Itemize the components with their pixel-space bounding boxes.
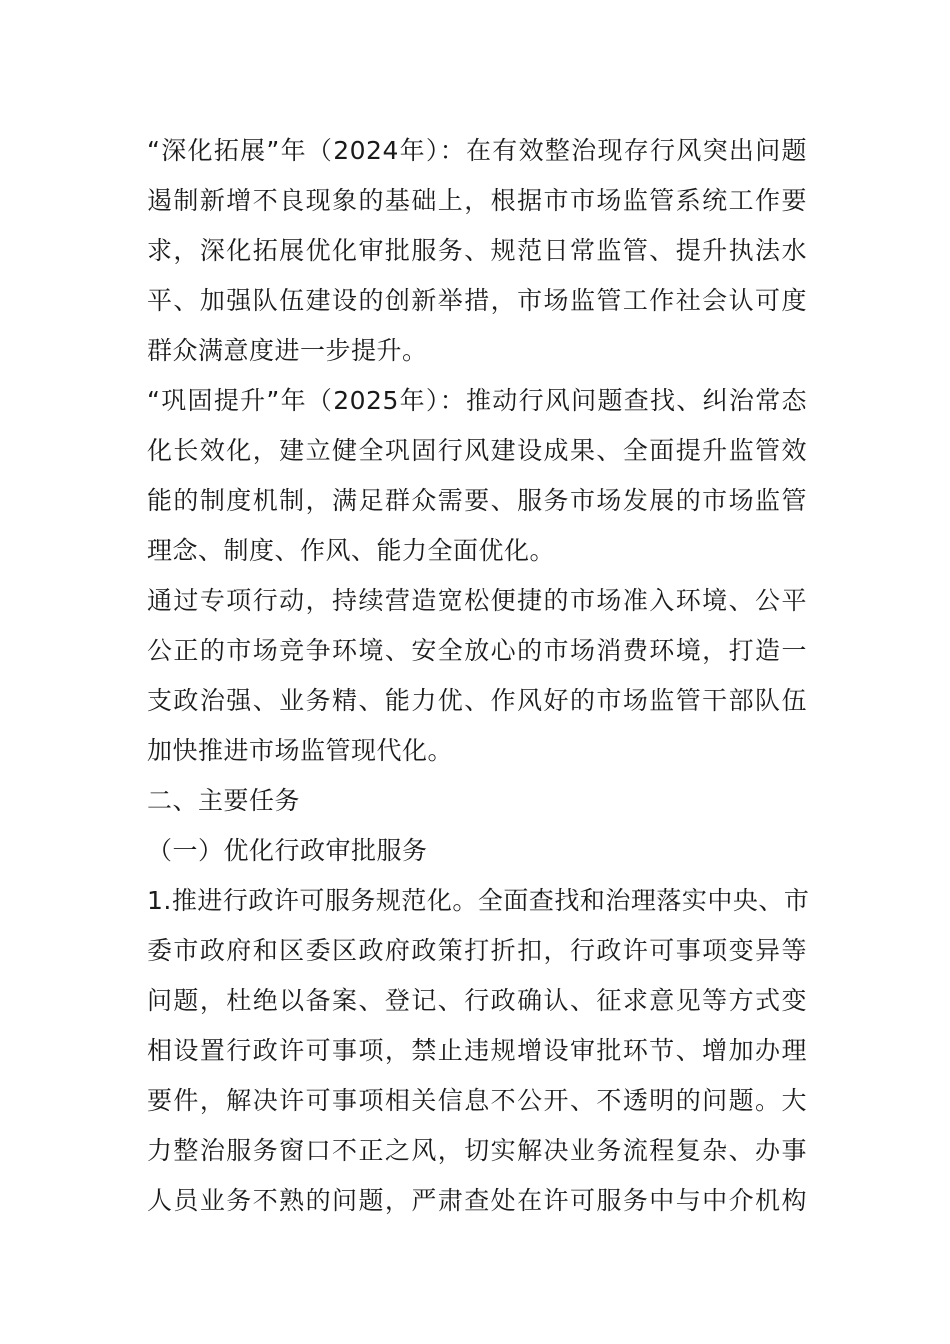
paragraph-line: 力整治服务窗口不正之风，切实解决业务流程复杂、办事 bbox=[147, 1136, 807, 1165]
paragraph-line: 相设置行政许可事项，禁止违规增设审批环节、增加办理 bbox=[147, 1036, 807, 1065]
section-heading: 二、主要任务 bbox=[147, 786, 301, 815]
paragraph-line: 理念、制度、作风、能力全面优化。 bbox=[147, 536, 556, 565]
paragraph-line: “深化拓展”年（2024年）：在有效整治现存行风突出问题 bbox=[147, 136, 807, 165]
document-body bbox=[147, 126, 810, 1226]
paragraph-line: 能的制度机制，满足群众需要、服务市场发展的市场监管 bbox=[147, 486, 807, 515]
paragraph-line: 委市政府和区委区政府政策打折扣，行政许可事项变异等 bbox=[147, 936, 807, 965]
paragraph-line: “巩固提升”年（2025年）：推动行风问题查找、纠治常态 bbox=[147, 386, 807, 415]
paragraph-line: 加快推进市场监管现代化。 bbox=[147, 736, 454, 765]
paragraph-line: 要件，解决许可事项相关信息不公开、不透明的问题。大 bbox=[147, 1086, 807, 1115]
paragraph-line: 化长效化，建立健全巩固行风建设成果、全面提升监管效 bbox=[147, 436, 807, 465]
subsection-heading: （一）优化行政审批服务 bbox=[147, 836, 428, 865]
paragraph-line: 遏制新增不良现象的基础上，根据市市场监管系统工作要 bbox=[147, 186, 807, 215]
paragraph-line: 公正的市场竞争环境、安全放心的市场消费环境，打造一 bbox=[147, 636, 807, 665]
paragraph-line: 人员业务不熟的问题，严肃查处在许可服务中与中介机构 bbox=[147, 1186, 807, 1215]
paragraph-line: 求，深化拓展优化审批服务、规范日常监管、提升执法水 bbox=[147, 236, 807, 265]
paragraph-line: 群众满意度进一步提升。 bbox=[147, 336, 428, 365]
paragraph-line: 支政治强、业务精、能力优、作风好的市场监管干部队伍 bbox=[147, 686, 807, 715]
paragraph-line: 问题，杜绝以备案、登记、行政确认、征求意见等方式变 bbox=[147, 986, 807, 1015]
paragraph-line: 1.推进行政许可服务规范化。全面查找和治理落实中央、市 bbox=[147, 886, 810, 915]
paragraph-line: 平、加强队伍建设的创新举措，市场监管工作社会认可度 bbox=[147, 286, 807, 315]
paragraph-line: 通过专项行动，持续营造宽松便捷的市场准入环境、公平 bbox=[147, 586, 807, 615]
